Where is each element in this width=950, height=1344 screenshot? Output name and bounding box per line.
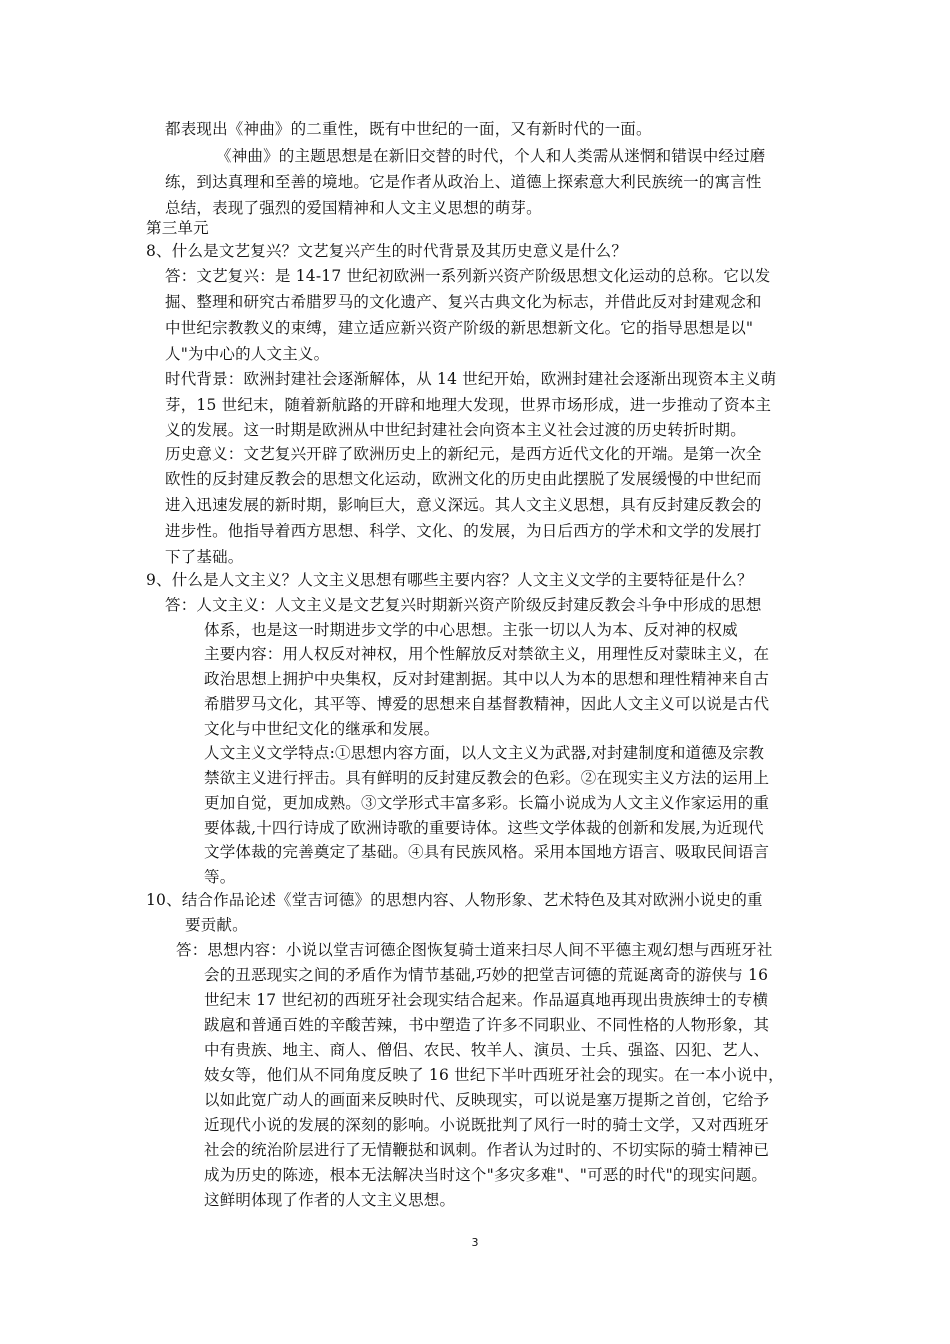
- text-line: 以如此宽广动人的画面来反映时代、反映现实，可以说是塞万提斯之首创，它给予: [204, 1091, 770, 1109]
- question-heading: 9、什么是人文主义？人文主义思想有哪些主要内容？人文主义文学的主要特征是什么？: [146, 571, 753, 589]
- text-line: 这鲜明体现了作者的人文主义思想。: [204, 1191, 456, 1209]
- question-heading: 10、结合作品论述《堂吉诃德》的思想内容、人物形象、艺术特色及其对欧洲小说史的重: [146, 891, 763, 909]
- text-line: 世纪末 17 世纪初的西班牙社会现实结合起来。作品逼真地再现出贵族绅士的专横: [204, 991, 769, 1009]
- text-line: 义的发展。这一时期是欧洲从中世纪封建社会向资本主义社会过渡的历史转折时期。: [165, 421, 746, 439]
- text-line: 中有贵族、地主、商人、僧侣、农民、牧羊人、演员、士兵、强盗、囚犯、艺人、: [204, 1041, 770, 1059]
- text-line: 跋扈和普通百姓的辛酸苦辣，书中塑造了许多不同职业、不同性格的人物形象，其: [204, 1016, 770, 1034]
- text-line: 会的丑恶现实之间的矛盾作为情节基础,巧妙的把堂吉诃德的荒诞离奇的游侠与 16: [204, 966, 769, 984]
- text-line: 答：思想内容：小说以堂吉诃德企图恢复骑士道来扫尽人间不平德主观幻想与西班牙社: [176, 941, 773, 959]
- text-line: 人文主义文学特点:①思想内容方面，以人文主义为武器,对封建制度和道德及宗教: [204, 744, 765, 762]
- text-line: 进入迅速发展的新时期，影响巨大，意义深远。其人文主义思想，具有反封建反教会的: [165, 496, 762, 514]
- text-line: 文化与中世纪文化的继承和发展。: [204, 720, 440, 738]
- text-line: 《神曲》的主题思想是在新旧交替的时代，个人和人类需从迷惘和错误中经过磨: [216, 147, 766, 165]
- text-line: 妓女等，他们从不同角度反映了 16 世纪下半叶西班牙社会的现实。在一本小说中，: [204, 1066, 784, 1084]
- text-line: 历史意义：文艺复兴开辟了欧洲历史上的新纪元，是西方近代文化的开端。是第一次全: [165, 445, 762, 463]
- text-line: 政治思想上拥护中央集权，反对封建割据。其中以人为本的思想和理性精神来自古: [204, 670, 770, 688]
- section-heading: 第三单元: [146, 219, 209, 237]
- text-line: 中世纪宗教教义的束缚，建立适应新兴资产阶级的新思想新文化。它的指导思想是以": [165, 319, 754, 337]
- text-line: 成为历史的陈迹，根本无法解决当时这个"多灾多难"、"可恶的时代"的现实问题。: [204, 1166, 768, 1184]
- text-line: 掘、整理和研究古希腊罗马的文化遗产、复兴古典文化为标志，并借此反对封建观念和: [165, 293, 762, 311]
- text-line: 社会的统治阶层进行了无情鞭挞和讽刺。作者认为过时的、不切实际的骑士精神已: [204, 1141, 770, 1159]
- text-line: 等。: [204, 868, 236, 886]
- text-line: 都表现出《神曲》的二重性，既有中世纪的一面，又有新时代的一面。: [165, 120, 652, 138]
- page-number: 3: [471, 1236, 479, 1249]
- text-line: 时代背景：欧洲封建社会逐渐解体，从 14 世纪开始，欧洲封建社会逐渐出现资本主义萌: [165, 370, 777, 388]
- text-line: 更加自觉，更加成熟。③文学形式丰富多彩。长篇小说成为人文主义作家运用的重: [204, 794, 770, 812]
- text-line: 近现代小说的发展的深刻的影响。小说既批判了风行一时的骑士文学，又对西班牙: [204, 1116, 770, 1134]
- text-line: 下了基础。: [165, 548, 244, 566]
- text-line: 答：文艺复兴：是 14-17 世纪初欧洲一系列新兴资产阶级思想文化运动的总称。它以发: [165, 267, 771, 285]
- text-line: 要贡献。: [185, 916, 248, 934]
- question-heading: 8、什么是文艺复兴？文艺复兴产生的时代背景及其历史意义是什么？: [146, 242, 628, 260]
- text-line: 人"为中心的人文主义。: [165, 345, 330, 363]
- text-line: 总结，表现了强烈的爱国精神和人文主义思想的萌芽。: [165, 199, 542, 217]
- text-line: 要体裁,十四行诗成了欧洲诗歌的重要诗体。这些文学体裁的创新和发展,为近现代: [204, 819, 764, 837]
- text-line: 主要内容：用人权反对神权，用个性解放反对禁欲主义，用理性反对蒙昧主义，在: [204, 645, 770, 663]
- text-line: 答：人文主义：人文主义是文艺复兴时期新兴资产阶级反封建反教会斗争中形成的思想: [165, 596, 762, 614]
- text-line: 禁欲主义进行抨击。具有鲜明的反封建反教会的色彩。②在现实主义方法的运用上: [204, 769, 770, 787]
- text-line: 练，到达真理和至善的境地。它是作者从政治上、道德上探索意大利民族统一的寓言性: [165, 173, 762, 191]
- text-line: 希腊罗马文化，其平等、博爱的思想来自基督教精神，因此人文主义可以说是古代: [204, 695, 770, 713]
- text-line: 文学体裁的完善奠定了基础。④具有民族风格。采用本国地方语言、吸取民间语言: [204, 843, 770, 861]
- text-line: 进步性。他指导着西方思想、科学、文化、的发展，为日后西方的学术和文学的发展打: [165, 522, 762, 540]
- text-line: 体系，也是这一时期进步文学的中心思想。主张一切以人为本、反对神的权威: [204, 621, 738, 639]
- text-line: 欧性的反封建反教会的思想文化运动，欧洲文化的历史由此摆脱了发展缓慢的中世纪而: [165, 470, 762, 488]
- text-line: 芽，15 世纪末，随着新航路的开辟和地理大发现，世界市场形成，进一步推动了资本主: [165, 396, 772, 414]
